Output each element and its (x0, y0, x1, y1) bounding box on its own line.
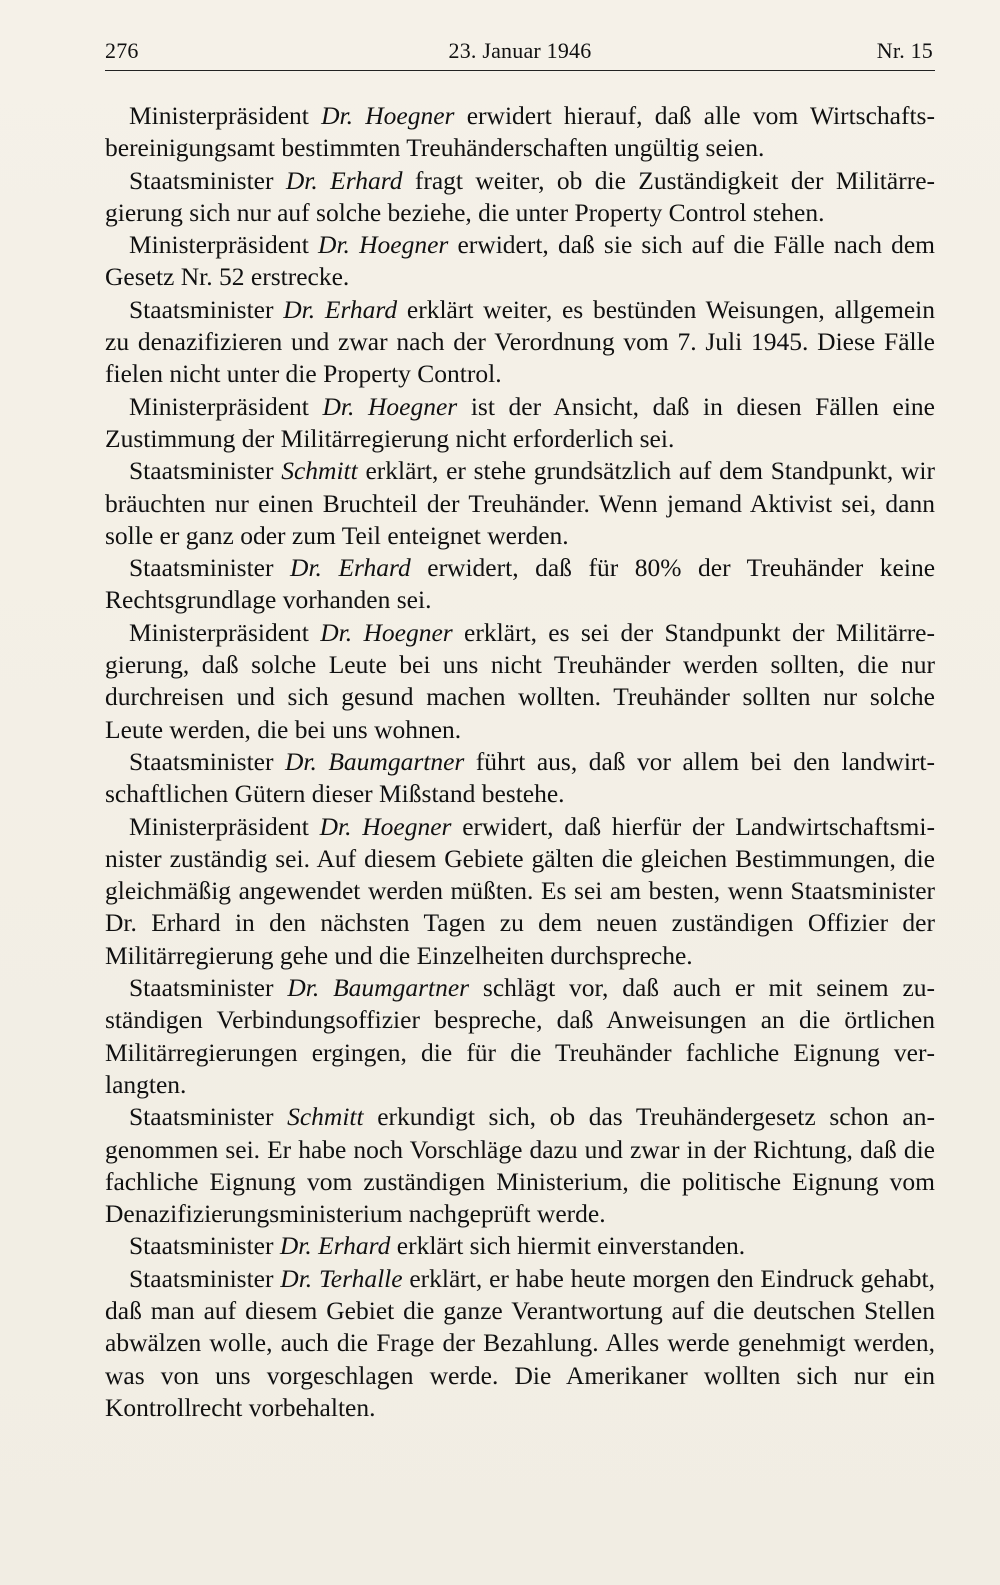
speaker-name: Schmitt (281, 456, 358, 486)
speaker-title: Staatsminister (129, 746, 285, 776)
paragraph (105, 552, 935, 617)
paragraph (105, 1230, 935, 1262)
paragraph-text: erkundigt sich, ob das Treuhändergesetz schon angenommen sei. Er habe noch Vorschläge dazu und zwar in der Richtung, daß die fachliche Eignung vom zuständigen Ministerium, die politische Eignung vom Denazifizierungsministerium nachgeprüft werde. (105, 1102, 935, 1229)
paragraph-text: erwidert, daß sie sich auf die Fälle nach dem Gesetz Nr. 52 erstrecke. (105, 230, 935, 292)
speaker-title: Staatsminister (129, 1102, 288, 1132)
paragraph (105, 294, 935, 391)
speaker-name: Dr. Hoegner (322, 391, 458, 421)
paragraph (105, 617, 935, 746)
paragraph (105, 391, 935, 456)
speaker-title: Staatsminister (129, 294, 284, 324)
speaker-name: Dr. Hoegner (321, 101, 455, 130)
paragraph (105, 165, 935, 230)
paragraph-text: erwidert, daß hierfür der Landwirtschaftsminister zuständig sei. Auf diesem Gebiete gälten die gleichen Bestimmungen, die gleichmäßig angewendet werden müßten. Es sei am besten, wenn Staatsminister Dr. Erhard in den nächsten Tagen zu dem neuen zuständigen Offizier der Militärregierung gehe und die Einzelheiten durchspreche. (105, 811, 935, 970)
speaker-title: Staatsminister (129, 1263, 281, 1293)
speaker-title: Staatsminister (129, 456, 282, 486)
speaker-title: Staatsminister (129, 973, 288, 1003)
issue-number: Nr. 15 (876, 38, 933, 63)
paragraph (105, 100, 935, 165)
speaker-title: Staatsminister (129, 1231, 280, 1261)
speaker-name: Dr. Erhard (290, 553, 411, 583)
paragraph (105, 746, 935, 811)
paragraph-text: fragt weiter, ob die Zuständigkeit der Militärregierung sich nur auf solche beziehe, die unter Property Control stehen. (105, 165, 936, 227)
paragraph (105, 811, 935, 972)
speaker-name: Dr. Hoegner (320, 617, 453, 647)
speaker-name: Dr. Erhard (279, 1231, 391, 1261)
speaker-title: Ministerpräsident (129, 617, 321, 647)
body-text (105, 100, 935, 1424)
paragraph-text: erwidert hierauf, daß alle vom Wirtschaftsbereinigungsamt bestimmten Treuhänderschaften ungültig seien. (105, 101, 935, 163)
page-number: 276 (105, 38, 139, 63)
paragraph-text: schlägt vor, daß auch er mit seinem zuständigen Verbindungsoffizier bespreche, daß Anweisungen an die örtlichen Militärregierungen ergingen, die für die Treuhänder fachliche Eignung verlangten. (105, 973, 936, 1099)
speaker-title: Ministerpräsident (129, 391, 323, 421)
paragraph-text: führt aus, daß vor allem bei den landwirtschaftlichen Gütern dieser Mißstand bestehe. (105, 746, 935, 809)
speaker-title: Staatsminister (129, 165, 286, 195)
running-header (105, 38, 935, 72)
speaker-title: Ministerpräsident (129, 230, 319, 260)
speaker-name: Dr. Hoegner (318, 230, 449, 260)
paragraph (105, 1101, 935, 1230)
paragraph-text: erklärt weiter, es bestünden Weisungen, allgemein zu denazifizieren und zwar nach der Verordnung vom 7. Juli 1945. Diese Fälle fielen nicht unter die Property Control. (105, 294, 935, 389)
speaker-name: Dr. Erhard (283, 294, 398, 324)
speaker-title: Ministerpräsident (129, 811, 320, 841)
paragraph (105, 972, 935, 1101)
paragraph-text: erklärt, es sei der Standpunkt der Militärregierung, daß solche Leute bei uns nicht Treuhänder werden sollten, die nur durchreisen und sich gesund machen wollten. Treuhänder sollten nur solche Leute werden, die bei uns wohnen. (105, 617, 936, 744)
paragraph-text: ist der Ansicht, daß in diesen Fällen eine Zustimmung der Militärregierung nicht erforderlich sei. (105, 391, 935, 453)
speaker-title: Staatsminister (129, 553, 291, 583)
paragraph (105, 1263, 935, 1424)
paragraph-text: erklärt, er stehe grundsätzlich auf dem Standpunkt, wir bräuchten nur einen Bruchteil der Treuhänder. Wenn jemand Aktivist sei, dann solle er ganz oder zum Teil enteignet werden. (105, 456, 936, 550)
speaker-name: Dr. Erhard (285, 165, 403, 195)
paragraph-text: erklärt sich hiermit einverstanden. (390, 1231, 746, 1261)
speaker-name: Dr. Terhalle (280, 1263, 403, 1293)
paragraph (105, 455, 935, 552)
paragraph-text: erwidert, daß für 80% der Treuhänder keine Rechtsgrundlage vorhanden sei. (105, 553, 936, 615)
speaker-name: Dr. Baumgartner (287, 973, 470, 1003)
speaker-name: Dr. Hoegner (319, 811, 452, 841)
speaker-title: Ministerpräsident (129, 101, 322, 130)
header-date: 23. Januar 1946 (448, 38, 592, 63)
header-rule (105, 70, 935, 71)
paragraph (105, 229, 935, 294)
paragraph-text: erklärt, er habe heute morgen den Eindruck gehabt, daß man auf diesem Gebiet die ganze Verantwortung auf die deutschen Stellen abwälzen wolle, auch die Frage der Bezahlung. Alles werde genehmigt werden, was von uns vorgeschlagen werde. Die Amerikaner wollten sich nur ein Kontrollrecht vorbehalten. (105, 1263, 936, 1422)
speaker-name: Schmitt (287, 1102, 364, 1132)
speaker-name: Dr. Baumgartner (284, 746, 465, 776)
